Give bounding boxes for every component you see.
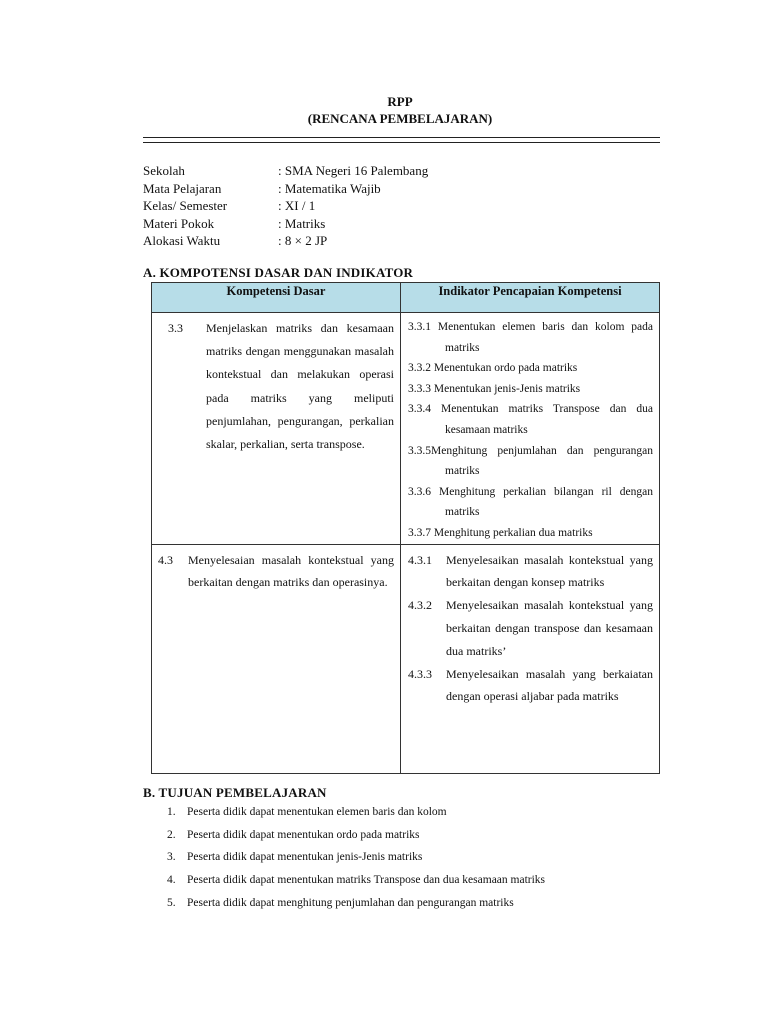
indicator-item bbox=[408, 549, 653, 595]
indicator-item bbox=[408, 317, 653, 358]
header-rule-top bbox=[143, 137, 660, 138]
info-row-materi-pokok bbox=[143, 215, 428, 233]
info-label: Materi Pokok bbox=[143, 215, 215, 231]
indicator-number: 4.3.3 bbox=[408, 666, 432, 681]
kd-number: 3.3 bbox=[168, 321, 183, 335]
kd-description: Menjelaskan matriks dan kesamaan matriks dengan menggunakan masalah kontekstual dan melakukan operasi pada matriks yang meliputi penjumlahan, pengurangan, perkalian skalar, perkalian, serta transpose. bbox=[206, 321, 394, 452]
info-label: Kelas/ Semester bbox=[143, 198, 228, 213]
info-value: : Matematika Wajib bbox=[278, 180, 381, 196]
column-header-indikator: Indikator Pencapaian Kompetensi bbox=[401, 283, 660, 313]
indicator-item bbox=[408, 379, 653, 400]
identity-block bbox=[143, 162, 428, 250]
indicator-text: Menyelesaikan masalah kontekstual yang berkaitan dengan konsep matriks bbox=[446, 552, 653, 590]
indicator-text: 3.3.4 Menentukan matriks Transpose dan dua kesamaan matriks bbox=[408, 403, 653, 436]
list-number: 4. bbox=[167, 874, 176, 887]
indicator-cell bbox=[401, 544, 660, 773]
list-text: Peserta didik dapat menentukan jenis-Jenis matriks bbox=[187, 851, 423, 864]
indicator-cell bbox=[401, 313, 660, 545]
table-row bbox=[152, 544, 660, 773]
list-item bbox=[143, 892, 545, 915]
kd-cell bbox=[152, 313, 401, 545]
indicator-text: 3.3.3 Menentukan jenis-Jenis matriks bbox=[408, 382, 581, 395]
list-text: Peserta didik dapat menentukan elemen baris dan kolom bbox=[187, 806, 447, 818]
info-label: Sekolah bbox=[143, 163, 185, 178]
indicator-text: 3.3.1 Menentukan elemen baris dan kolom pada matriks bbox=[408, 321, 653, 354]
indicator-item bbox=[408, 594, 653, 662]
list-number: 2. bbox=[167, 828, 176, 841]
info-row-kelas-semester bbox=[143, 197, 428, 215]
kd-cell bbox=[152, 544, 401, 773]
info-label: Mata Pelajaran bbox=[143, 180, 222, 196]
list-item bbox=[143, 824, 545, 847]
learning-objectives-list bbox=[143, 801, 545, 914]
document-title: RPP bbox=[387, 94, 413, 109]
info-label: Alokasi Waktu bbox=[143, 233, 221, 248]
indicator-text: 3.3.7 Menghitung perkalian dua matriks bbox=[408, 526, 593, 539]
header-rule-bottom bbox=[143, 142, 660, 143]
indicator-text: Menyelesaikan masalah yang berkaiatan dengan operasi aljabar pada matriks bbox=[446, 666, 653, 704]
list-number: 5. bbox=[167, 896, 176, 909]
kd-number: 4.3 bbox=[158, 552, 173, 567]
indicator-number: 4.3.1 bbox=[408, 552, 432, 567]
section-a-heading: A. KOMPOTENSI DASAR DAN INDIKATOR bbox=[143, 265, 414, 280]
list-number: 3. bbox=[167, 851, 176, 864]
list-item bbox=[143, 869, 545, 892]
info-row-alokasi-waktu bbox=[143, 232, 428, 250]
info-value: : XI / 1 bbox=[278, 198, 316, 213]
indicator-text: 3.3.5Menghitung penjumlahan dan pengurangan matriks bbox=[408, 444, 653, 478]
info-value: : SMA Negeri 16 Palembang bbox=[278, 163, 429, 178]
indicator-number: 4.3.2 bbox=[408, 598, 432, 613]
kd-item bbox=[158, 549, 394, 595]
indicator-text: 3.3.2 Menentukan ordo pada matriks bbox=[408, 362, 578, 375]
info-value: : 8 × 2 JP bbox=[278, 233, 328, 248]
indicator-item bbox=[408, 441, 653, 482]
table-row bbox=[152, 313, 660, 545]
competency-table bbox=[151, 282, 660, 774]
indicator-text: Menyelesaikan masalah kontekstual yang berkaitan dengan transpose dan kesamaan dua matriks’ bbox=[446, 598, 653, 658]
indicator-text: 3.3.6 Menghitung perkalian bilangan ril dengan matriks bbox=[408, 485, 653, 519]
info-row-sekolah bbox=[143, 162, 428, 180]
list-text: Peserta didik dapat menghitung penjumlahan dan pengurangan matriks bbox=[187, 896, 514, 909]
document-subtitle: (RENCANA PEMBELAJARAN) bbox=[307, 111, 493, 126]
indicator-item bbox=[408, 482, 653, 523]
info-row-mata-pelajaran bbox=[143, 180, 428, 198]
indicator-item bbox=[408, 523, 653, 544]
indicator-item bbox=[408, 399, 653, 440]
indicator-item bbox=[408, 358, 653, 379]
column-header-kompetensi-dasar: Kompetensi Dasar bbox=[152, 283, 401, 313]
list-item bbox=[143, 846, 545, 869]
section-b-heading: B. TUJUAN PEMBELAJARAN bbox=[143, 785, 327, 800]
kd-item bbox=[168, 317, 394, 456]
info-value: : Matriks bbox=[278, 215, 326, 231]
list-text: Peserta didik dapat menentukan ordo pada matriks bbox=[187, 828, 420, 841]
table-header-row bbox=[152, 283, 660, 313]
kd-description: Menyelesaian masalah kontekstual yang berkaitan dengan matriks dan operasinya. bbox=[188, 552, 394, 590]
list-number: 1. bbox=[167, 806, 176, 818]
indicator-item bbox=[408, 663, 653, 709]
list-text: Peserta didik dapat menentukan matriks Transpose dan dua kesamaan matriks bbox=[187, 874, 546, 887]
list-item bbox=[143, 801, 545, 824]
